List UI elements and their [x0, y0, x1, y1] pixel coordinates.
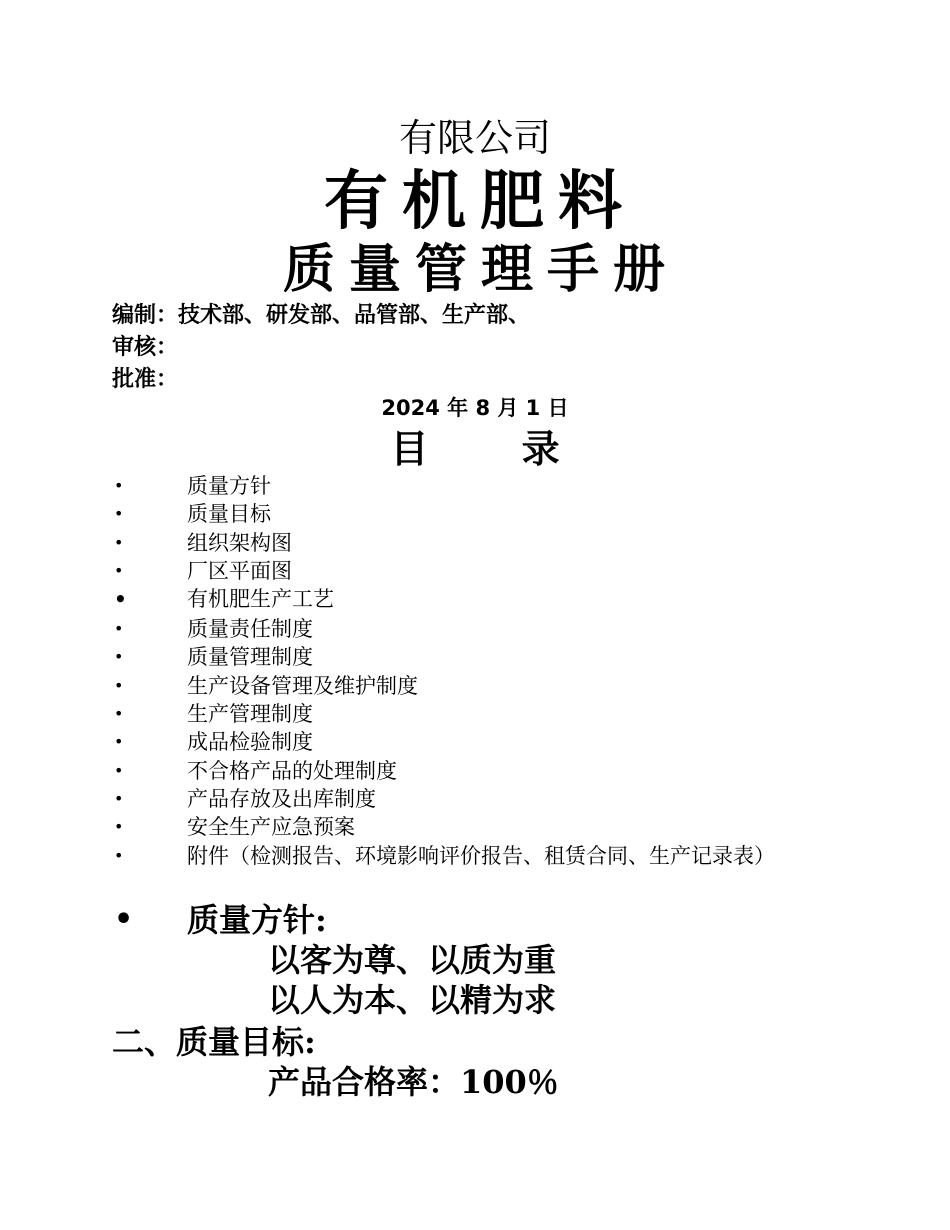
toc-item-text: 质量目标 — [187, 502, 271, 527]
issue-date: 2024 年 8 月 1 日 — [381, 396, 569, 420]
quality-objective-line: 产品合格率：100％ — [268, 1063, 559, 1101]
bullet-icon: • — [114, 560, 124, 580]
company-name: 有限公司 — [398, 116, 551, 160]
toc-title: 目 录 — [390, 427, 560, 471]
bullet-icon: • — [114, 732, 124, 752]
toc-item — [0, 785, 950, 813]
toc-item — [0, 700, 950, 728]
toc-item-text: 安全生产应急预案 — [187, 815, 355, 840]
toc-item-text: 厂区平面图 — [187, 558, 292, 583]
bullet-icon: • — [114, 704, 124, 724]
document-title-line2: 质量管理手册 — [282, 240, 679, 300]
compiled-by: 编制：技术部、研发部、品管部、生产部、 — [112, 303, 531, 328]
document-title-line1: 有机肥料 — [324, 165, 636, 239]
toc-item-text: 组织架构图 — [187, 530, 292, 555]
toc-item-text: 不合格产品的处理制度 — [187, 758, 397, 783]
toc-item — [0, 728, 950, 756]
toc-item — [0, 585, 950, 615]
toc-item-text: 质量管理制度 — [187, 645, 313, 670]
quality-policy-line: 以人为本、以精为求 — [268, 981, 557, 1019]
toc-item — [0, 472, 950, 500]
bullet-icon: • — [114, 619, 124, 639]
toc-item-text: 质量责任制度 — [187, 617, 313, 642]
toc-item — [0, 557, 950, 585]
bullet-icon: • — [114, 817, 124, 837]
toc-item — [0, 615, 950, 643]
toc-item-text: 成品检验制度 — [187, 730, 313, 755]
bullet-icon: • — [114, 587, 127, 612]
toc-item — [0, 643, 950, 671]
bullet-icon: • — [114, 532, 124, 552]
quality-policy-line: 以客为尊、以质为重 — [268, 941, 557, 979]
toc-item — [0, 672, 950, 700]
toc-item-text: 产品存放及出库制度 — [187, 786, 376, 811]
toc-item — [0, 842, 950, 898]
table-of-contents — [0, 472, 950, 898]
section-bullet-icon: • — [114, 902, 134, 937]
toc-item — [0, 500, 950, 528]
bullet-icon: • — [114, 760, 124, 780]
section-heading-quality-policy: 质量方针: — [187, 901, 327, 939]
reviewed-by: 审核： — [112, 335, 179, 360]
section-heading-quality-objectives: 二、质量目标: — [112, 1023, 316, 1061]
toc-item-text: 质量方针 — [187, 474, 271, 498]
toc-item — [0, 529, 950, 557]
toc-item-text: 生产管理制度 — [187, 702, 313, 727]
bullet-icon: • — [114, 675, 124, 695]
toc-item — [0, 813, 950, 841]
approved-by: 批准： — [112, 367, 179, 392]
bullet-icon: • — [114, 504, 124, 524]
toc-item-text: 生产设备管理及维护制度 — [187, 673, 418, 698]
toc-item-text: 有机肥生产工艺 — [187, 587, 334, 612]
toc-item — [0, 757, 950, 785]
bullet-icon: • — [114, 476, 124, 495]
toc-item-text: 附件（检测报告、环境影响评价报告、租赁合同、生产记录表） — [187, 843, 775, 868]
bullet-icon: • — [114, 647, 124, 667]
bullet-icon: • — [114, 788, 124, 808]
bullet-icon: • — [114, 845, 124, 865]
